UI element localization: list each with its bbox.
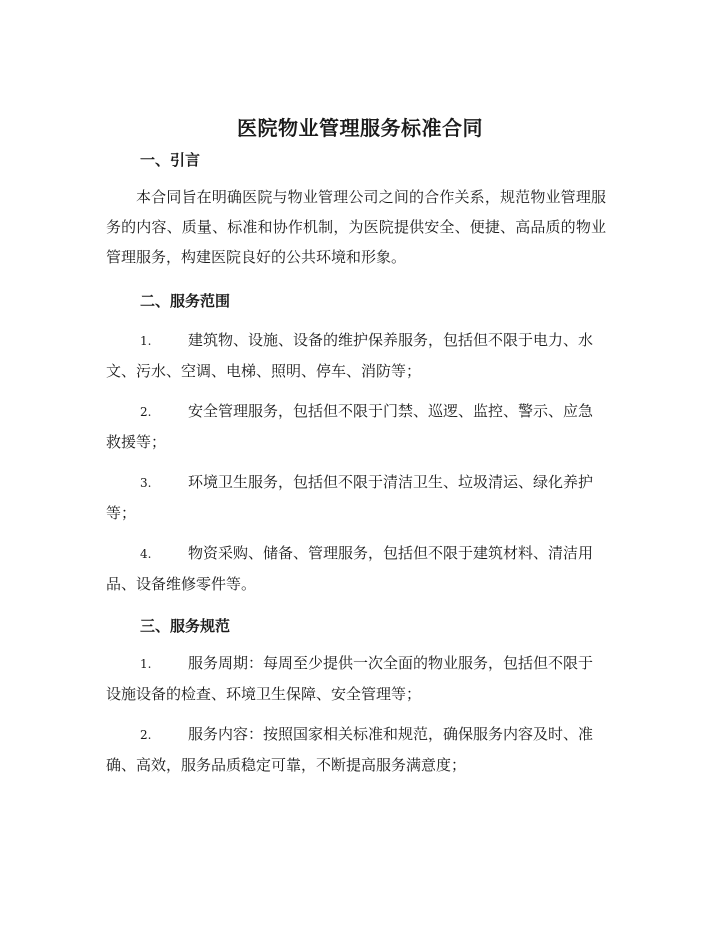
list-item-text: 物资采购、储备、管理服务，包括但不限于建筑材料、清洁用品、设备维修零件等。 [106, 544, 594, 593]
list-item [106, 538, 606, 599]
list-item [106, 325, 606, 386]
list-item-number: 1. [140, 657, 152, 671]
list-item-text: 环境卫生服务，包括但不限于清洁卫生、垃圾清运、绿化养护等； [106, 473, 594, 522]
section-heading-service-scope: 二、服务范围 [140, 292, 231, 310]
list-item-text: 建筑物、设施、设备的维护保养服务，包括但不限于电力、水文、污水、空调、电梯、照明、停车、消防等； [106, 331, 594, 380]
list-item [106, 467, 606, 528]
section-heading-introduction: 一、引言 [140, 151, 201, 169]
list-item [106, 719, 606, 780]
list-item-text: 安全管理服务，包括但不限于门禁、巡逻、监控、警示、应急救援等； [106, 402, 594, 451]
list-item-text: 服务周期：每周至少提供一次全面的物业服务，包括但不限于设施设备的检查、环境卫生保障、安全管理等； [106, 654, 594, 703]
introduction-paragraph: 本合同旨在明确医院与物业管理公司之间的合作关系，规范物业管理服务的内容、质量、标准和协作机制，为医院提供安全、便捷、高品质的物业管理服务，构建医院良好的公共环境和形象。 [106, 188, 606, 266]
list-item [106, 396, 606, 457]
document-title: 医院物业管理服务标准合同 [237, 116, 483, 140]
list-item [106, 648, 606, 709]
list-item-text: 服务内容：按照国家相关标准和规范，确保服务内容及时、准确、高效，服务品质稳定可靠，不断提高服务满意度； [106, 725, 594, 774]
list-item-number: 2. [140, 728, 152, 742]
list-item-number: 2. [140, 405, 152, 419]
section-heading-service-standards: 三、服务规范 [140, 617, 231, 635]
list-item-number: 4. [140, 547, 152, 561]
list-item-number: 3. [140, 476, 152, 490]
list-item-number: 1. [140, 334, 152, 348]
